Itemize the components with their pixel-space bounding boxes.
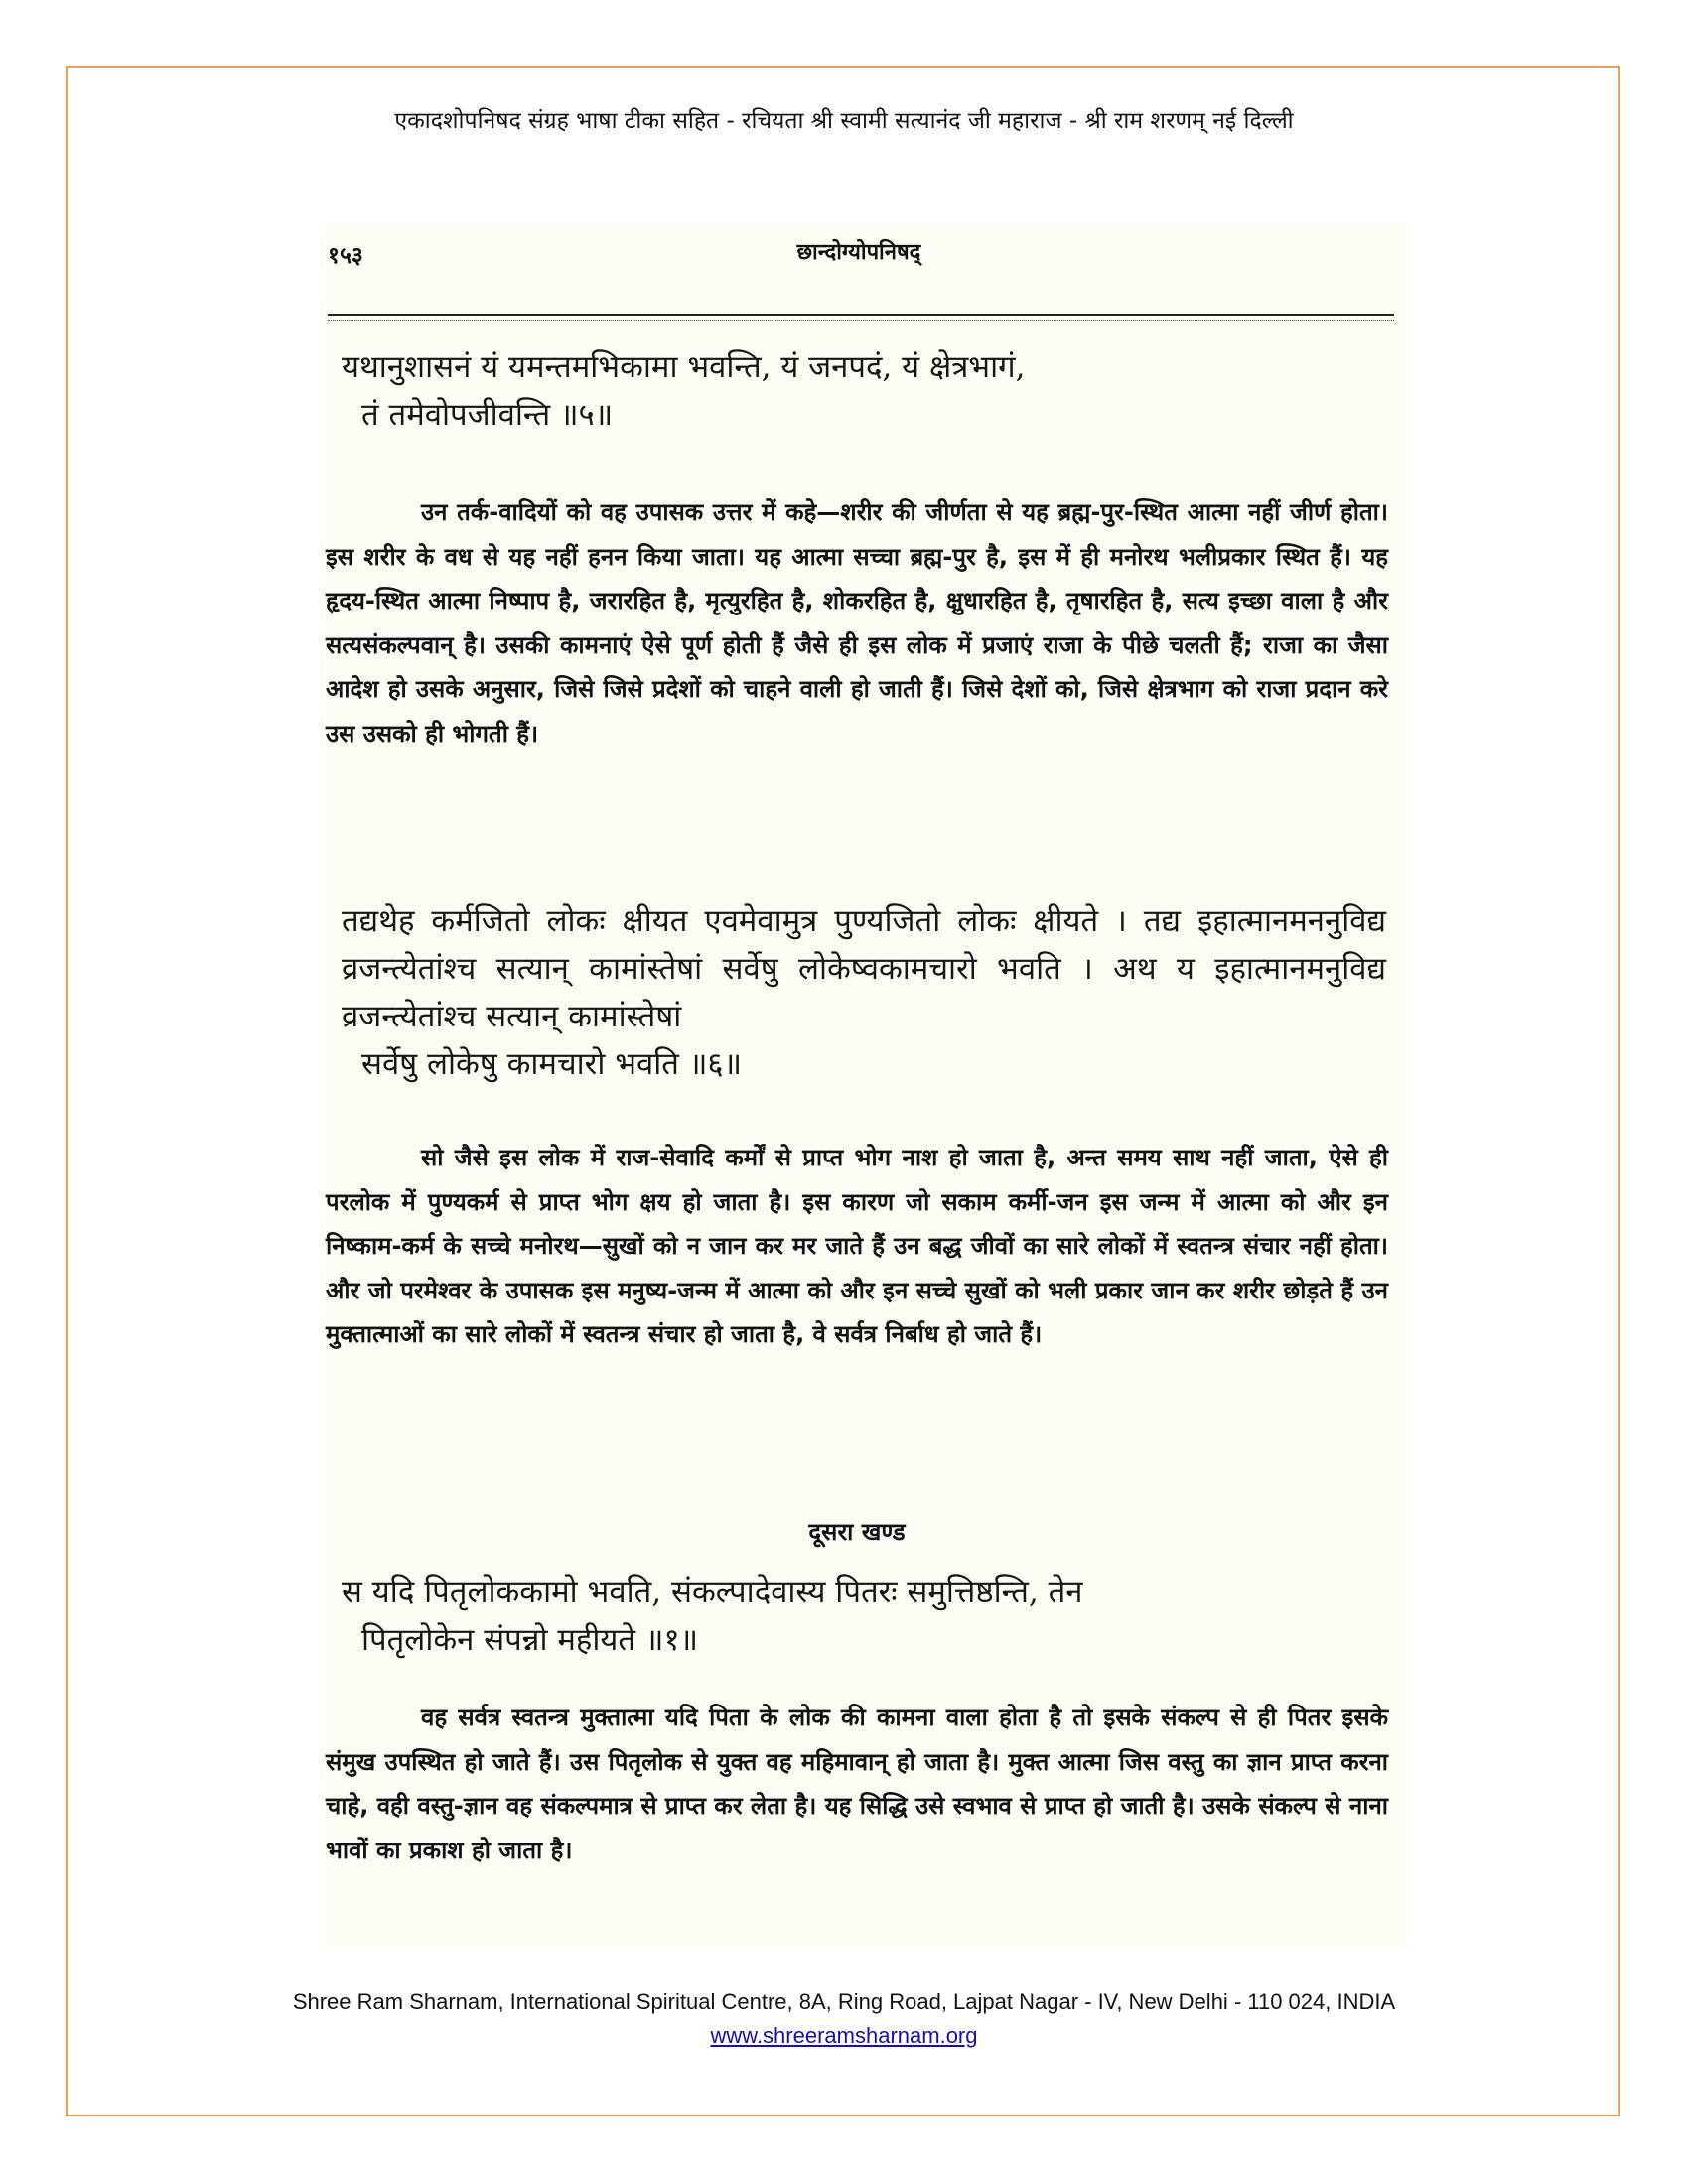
scanned-page-header: [328, 222, 1390, 292]
page-title: छान्दोग्योपनिषद्: [796, 239, 921, 265]
verse-5-line-1: यथानुशासनं यं यमन्तमभिकामा भवन्ति, यं जनपदं, यं क्षेत्रभागं,: [342, 349, 1026, 385]
running-header: एकादशोपनिषद संग्रह भाषा टीका सहित - रचियता श्री स्वामी सत्यानंद जी महाराज - श्री राम शरणम् नई दिल्ली: [394, 108, 1294, 134]
verse-1-line-2: पितृलोकेन संपन्नो महीयते ॥१॥: [361, 1622, 699, 1658]
verse-6: [342, 897, 1386, 1088]
verse-5-line-2: तं तमेवोपजीवन्ति ॥५॥: [361, 397, 614, 433]
commentary-paragraph-1: उन तर्क-वादियों को वह उपासक उत्तर में कहे—शरीर की जीर्णता से यह ब्रह्म-पुर-स्थित आत्मा नहीं जीर्ण होता। इस शरीर के वध से यह नहीं हनन किया जाता। यह आत्मा सच्चा ब्रह्म-पुर है, इस में ही मनोरथ भलीप्रकार स्थित हैं। यह हृदय-स्थित आत्मा निष्पाप है, जरारहित है, मृत्युरहित है, शोकरहित है, क्षुधारहित है, तृषारहित है, सत्य इच्छा वाला है और सत्यसंकल्पवान् है। उसकी कामनाएं ऐसे पूर्ण होती हैं जैसे ही इस लोक में प्रजाएं राजा के पीछे चलती हैं; राजा का जैसा आदेश हो उसके अनुसार, जिसे जिसे प्रदेशों को चाहने वाली हो जाती हैं। जिसे देशों को, जिसे क्षेत्रभाग को राजा प्रदान करे उस उसको ही भोगती हैं।: [326, 498, 1388, 748]
verse-1-line-1: स यदि पितृलोककामो भवति, संकल्पादेवास्य पितरः समुत्तिष्ठन्ति, तेन: [342, 1574, 1083, 1610]
verse-1: [342, 1569, 1386, 1664]
verse-5: [342, 343, 1386, 439]
section-heading: दूसरा खण्ड: [808, 1517, 906, 1546]
header-rule: [328, 314, 1394, 321]
website-link[interactable]: www.shreeramsharnam.org: [710, 2023, 978, 2048]
footer-website: [99, 2021, 1589, 2051]
footer-address: Shree Ram Sharnam, International Spiritual Centre, 8A, Ring Road, Lajpat Nagar - IV, New Delhi - 110 024, INDIA: [292, 1989, 1396, 2014]
verse-6-line-3: सर्वेषु लोकेषु कामचारो भवति ॥६॥: [361, 1046, 743, 1082]
verse-6-line-1: तद्यथेह कर्मजितो लोकः क्षीयत एवमेवामुत्र पुण्यजितो लोकः क्षीयते ।: [342, 903, 1127, 939]
scanned-page: [320, 222, 1406, 1948]
commentary-paragraph-2: सो जैसे इस लोक में राज-सेवादि कर्मों से प्राप्त भोग नाश हो जाता है, अन्त समय साथ नहीं जाता, ऐसे ही परलोक में पुण्यकर्म से प्राप्त भोग क्षय हो जाता है। इस कारण जो सकाम कर्मी-जन इस जन्म में आत्मा को और इन निष्काम-कर्म के सच्चे मनोरथ—सुखों को न जान कर मर जाते हैं उन बद्ध जीवों का सारे लोकों में स्वतन्त्र संचार नहीं होता। और जो परमेश्वर के उपासक इस मनुष्य-जन्म में आत्मा को और इन सच्चे सुखों को भली प्रकार जान कर शरीर छोड़ते हैं उन मुक्तात्माओं का सारे लोकों में स्वतन्त्र संचार हो जाता है, वे सर्वत्र निर्बाध हो जाते हैं।: [326, 1144, 1388, 1348]
page-number: १५३: [328, 242, 363, 269]
commentary-paragraph-3: वह सर्वत्र स्वतन्त्र मुक्तात्मा यदि पिता के लोक की कामना वाला होता है तो इसके संकल्प से ही पितर इसके संमुख उपस्थित हो जाते हैं। उस पितृलोक से युक्त वह महिमावान् हो जाता है। मुक्त आत्मा जिस वस्तु का ज्ञान प्राप्त करना चाहे, वही वस्तु-ज्ञान वह संकल्पमात्र से प्राप्त कर लेता है। यह सिद्धि उसे स्वभाव से प्राप्त हो जाती है। उसके संकल्प से नाना भावों का प्रकाश हो जाता है।: [326, 1704, 1388, 1864]
verse-6-line-2: तद्य इहात्मानमननुविद्य व्रजन्त्येतांश्च सत्यान् कामांस्तेषां सर्वेषु लोकेष्वकामचारो भवति । अथ य इहात्मानमनुविद्य व्रजन्त्येतांश्च सत्यान् कामांस्तेषां: [342, 903, 1386, 1034]
